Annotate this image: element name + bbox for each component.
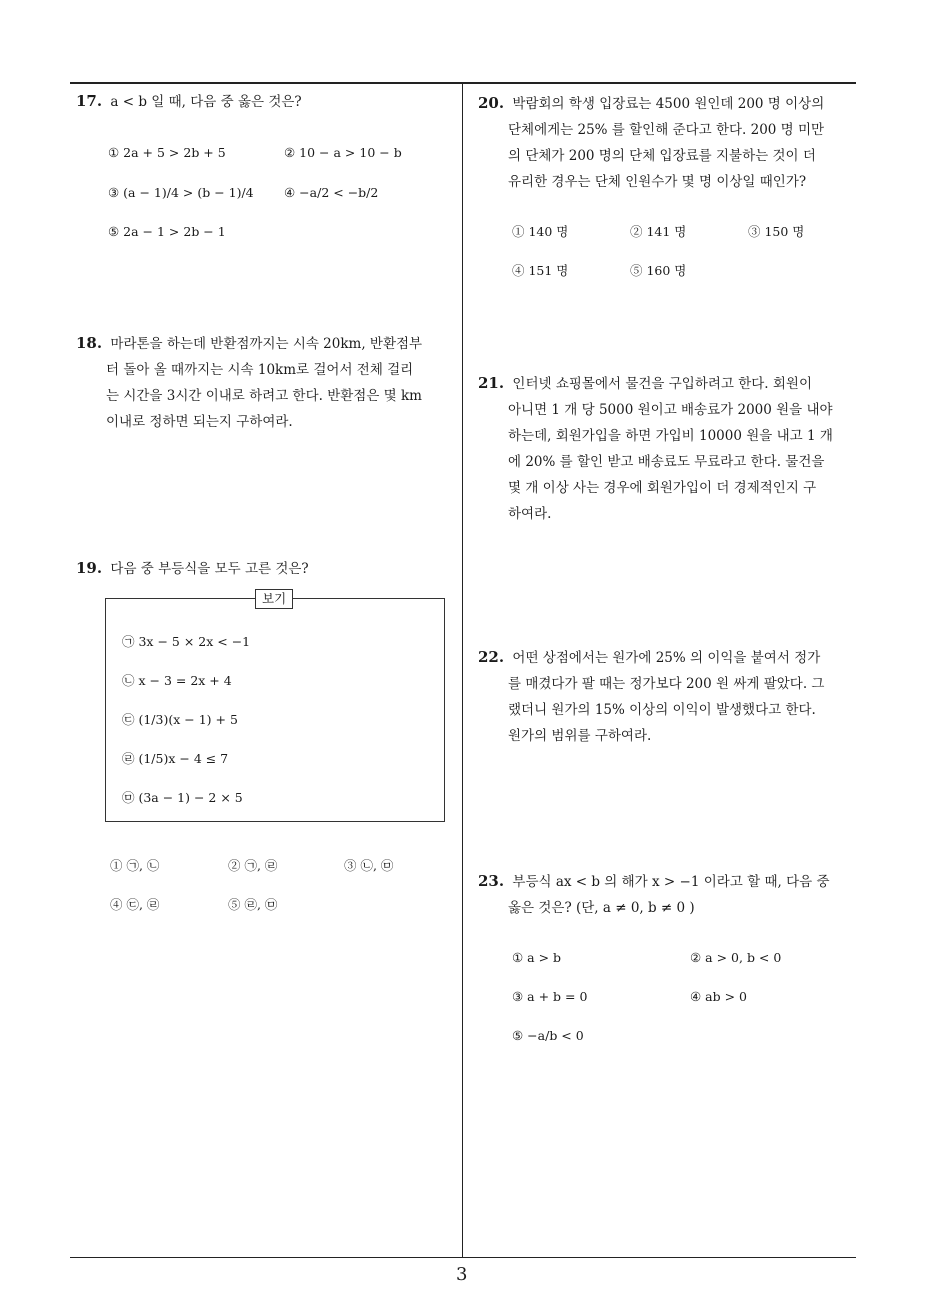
question-line: 랬더니 원가의 15% 이상의 이익이 발생했다고 한다.	[508, 702, 816, 718]
q17-option-3[interactable]: ③ (a − 1)/4 > (b − 1)/4	[108, 185, 254, 200]
q19-option-3[interactable]: ③ ㉡, ㉤	[344, 858, 394, 873]
question-number: 22.	[478, 648, 505, 666]
question-line: 를 매겼다가 팔 때는 정가보다 200 원 싸게 팔았다. 그	[508, 676, 825, 692]
column-divider	[462, 82, 463, 1258]
q23-option-4[interactable]: ④ ab > 0	[690, 989, 748, 1004]
q17-option-4[interactable]: ④ −a/2 < −b/2	[284, 185, 379, 200]
question-18	[76, 330, 460, 435]
q20-option-1[interactable]: ① 140 명	[512, 224, 569, 239]
question-number: 23.	[478, 872, 505, 890]
q23-option-3[interactable]: ③ a + b = 0	[512, 989, 588, 1004]
question-line: 옳은 것은? (단, a ≠ 0, b ≠ 0 )	[508, 900, 695, 916]
q17-option-2[interactable]: ② 10 − a > 10 − b	[284, 145, 402, 160]
question-line: 는 시간을 3시간 이내로 하려고 한다. 반환점은 몇 km	[106, 388, 422, 404]
question-23	[478, 868, 862, 921]
question-number: 18.	[76, 334, 103, 352]
q19-option-5[interactable]: ⑤ ㉣, ㉤	[228, 897, 278, 912]
example-item: ㉠ 3x − 5 × 2x < −1	[122, 634, 251, 649]
q20-option-4[interactable]: ④ 151 명	[512, 263, 569, 278]
q19-option-2[interactable]: ② ㉠, ㉣	[228, 858, 278, 873]
question-line: 몇 개 이상 사는 경우에 회원가입이 더 경제적인지 구	[508, 480, 817, 496]
q23-option-2[interactable]: ② a > 0, b < 0	[690, 950, 782, 965]
question-stem: a < b 일 때, 다음 중 옳은 것은?	[110, 94, 302, 110]
question-line: 의 단체가 200 명의 단체 입장료를 지불하는 것이 더	[508, 148, 816, 164]
question-20	[478, 90, 862, 195]
question-stem: 다음 중 부등식을 모두 고른 것은?	[110, 561, 309, 577]
example-item: ㉤ (3a − 1) − 2 × 5	[122, 790, 243, 805]
question-19	[76, 555, 456, 582]
example-item: ㉢ (1/3)(x − 1) + 5	[122, 712, 238, 727]
q20-option-2[interactable]: ② 141 명	[630, 224, 687, 239]
question-line: 하는데, 회원가입을 하면 가입비 10000 원을 내고 1 개	[508, 428, 833, 444]
q20-option-3[interactable]: ③ 150 명	[748, 224, 805, 239]
question-22	[478, 644, 862, 749]
question-line: 단체에게는 25% 를 할인해 준다고 한다. 200 명 미만	[508, 122, 825, 138]
question-line: 아니면 1 개 당 5000 원이고 배송료가 2000 원을 내야	[508, 402, 833, 418]
question-17	[76, 88, 456, 115]
bottom-rule	[70, 1257, 856, 1258]
q19-option-1[interactable]: ① ㉠, ㉡	[110, 858, 160, 873]
question-number: 21.	[478, 374, 505, 392]
q20-option-5[interactable]: ⑤ 160 명	[630, 263, 687, 278]
question-line: 박람회의 학생 입장료는 4500 원인데 200 명 이상의	[512, 96, 825, 112]
page-number: 3	[456, 1264, 468, 1285]
question-line: 어떤 상점에서는 원가에 25% 의 이익을 붙여서 정가	[512, 650, 821, 666]
q23-option-5[interactable]: ⑤ −a/b < 0	[512, 1028, 584, 1043]
q19-option-4[interactable]: ④ ㉢, ㉣	[110, 897, 160, 912]
question-number: 19.	[76, 559, 103, 577]
example-item: ㉣ (1/5)x − 4 ≤ 7	[122, 751, 229, 766]
q17-option-5[interactable]: ⑤ 2a − 1 > 2b − 1	[108, 224, 226, 239]
q23-option-1[interactable]: ① a > b	[512, 950, 562, 965]
q17-option-1[interactable]: ① 2a + 5 > 2b + 5	[108, 145, 226, 160]
question-line: 이내로 정하면 되는지 구하여라.	[106, 414, 293, 430]
example-box-title: 보기	[255, 589, 293, 609]
question-21	[478, 370, 862, 527]
question-line: 원가의 범위를 구하여라.	[508, 728, 652, 744]
question-line: 마라톤을 하는데 반환점까지는 시속 20km, 반환점부	[110, 336, 423, 352]
question-line: 유리한 경우는 단체 인원수가 몇 명 이상일 때인가?	[508, 174, 807, 190]
question-line: 터 돌아 올 때까지는 시속 10km로 걸어서 전체 걸리	[106, 362, 414, 378]
question-line: 부등식 ax < b 의 해가 x > −1 이라고 할 때, 다음 중	[512, 874, 830, 890]
question-line: 에 20% 를 할인 받고 배송료도 무료라고 한다. 물건을	[508, 454, 825, 470]
question-line: 인터넷 쇼핑몰에서 물건을 구입하려고 한다. 회원이	[512, 376, 813, 392]
question-number: 17.	[76, 92, 103, 110]
question-number: 20.	[478, 94, 505, 112]
question-line: 하여라.	[508, 506, 552, 522]
example-item: ㉡ x − 3 = 2x + 4	[122, 673, 232, 688]
